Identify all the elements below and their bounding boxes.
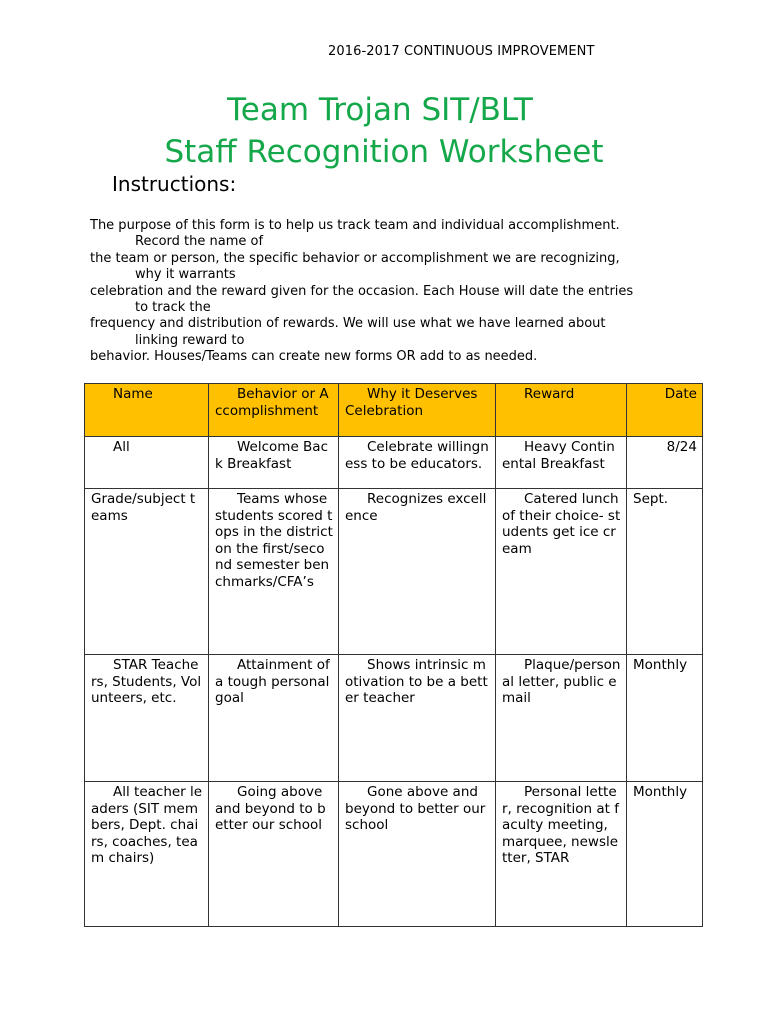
cell-reward: Plaque/personal letter, public email [496, 655, 627, 782]
header-date: Date [627, 384, 703, 437]
cell-behavior: Going above and beyond to better our school [209, 782, 339, 927]
instructions-line: linking reward to [135, 332, 245, 348]
document-title-line1: Team Trojan SIT/BLT [227, 92, 533, 128]
cell-date: Sept. [627, 489, 703, 655]
header-reward: Reward [496, 384, 627, 437]
cell-why: Shows intrinsic motivation to be a better teacher [339, 655, 496, 782]
instructions-line: celebration and the reward given for the occasion. Each House will date the entries [90, 283, 634, 299]
table-row [85, 489, 703, 655]
cell-behavior: Teams whose students scored tops in the district on the first/second semester benchmarks/CFA’s [209, 489, 339, 655]
instructions-heading: Instructions: [112, 172, 237, 196]
cell-name: All [85, 437, 209, 489]
cell-date: Monthly [627, 782, 703, 927]
instructions-line: The purpose of this form is to help us track team and individual accomplishment. [90, 218, 620, 233]
table-header-row [85, 384, 703, 437]
instructions-line: why it warrants [135, 267, 236, 283]
instructions-paragraph [90, 218, 730, 366]
instructions-line: frequency and distribution of rewards. We will use what we have learned about [90, 316, 606, 332]
cell-reward: Heavy Continental Breakfast [496, 437, 627, 489]
recognition-table [84, 383, 703, 927]
header-why: Why it Deserves Celebration [339, 384, 496, 437]
cell-behavior: Welcome Back Breakfast [209, 437, 339, 489]
cell-behavior: Attainment of a tough personal goal [209, 655, 339, 782]
cell-name: All teacher leaders (SIT members, Dept. chairs, coaches, team chairs) [85, 782, 209, 927]
cell-why: Gone above and beyond to better our school [339, 782, 496, 927]
header-behavior: Behavior or Accomplishment [209, 384, 339, 437]
cell-reward: Catered lunch of their choice- students get ice cream [496, 489, 627, 655]
instructions-line: behavior. Houses/Teams can create new forms OR add to as needed. [90, 349, 538, 365]
document-title-line2: Staff Recognition Worksheet [164, 134, 604, 170]
header-label: 2016-2017 CONTINUOUS IMPROVEMENT [328, 44, 595, 59]
cell-reward: Personal letter, recognition at faculty meeting, marquee, newsletter, STAR [496, 782, 627, 927]
cell-date: 8/24 [627, 437, 703, 489]
instructions-line: the team or person, the specific behavior or accomplishment we are recognizing, [90, 250, 620, 266]
instructions-line: to track the [135, 300, 211, 316]
table-row [85, 437, 703, 489]
instructions-line: Record the name of [135, 234, 264, 250]
cell-why: Recognizes excellence [339, 489, 496, 655]
header-name: Name [85, 384, 209, 437]
cell-name: Grade/subject teams [85, 489, 209, 655]
cell-date: Monthly [627, 655, 703, 782]
cell-name: STAR Teachers, Students, Volunteers, etc. [85, 655, 209, 782]
table-row [85, 655, 703, 782]
table-row [85, 782, 703, 927]
cell-why: Celebrate willingness to be educators. [339, 437, 496, 489]
